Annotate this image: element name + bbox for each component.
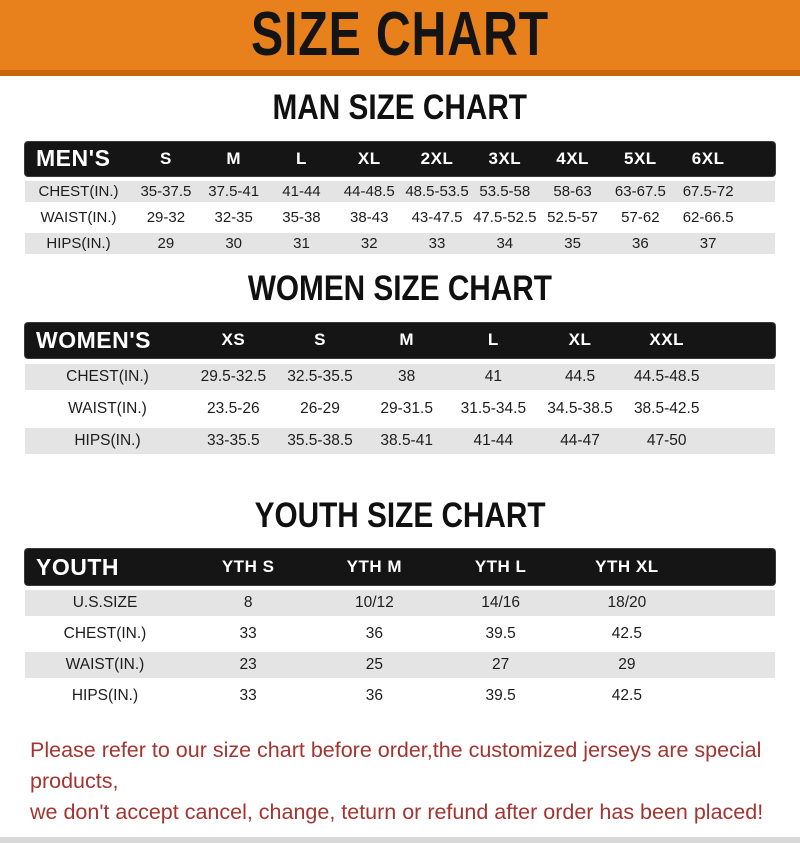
table-row	[25, 207, 775, 228]
table-row	[25, 621, 775, 647]
man-size-section	[0, 76, 800, 254]
cell-value: 14/16	[481, 594, 521, 612]
cell-value: 37.5-41	[208, 182, 260, 200]
cell-value: 44.5	[564, 367, 596, 385]
column-header: 6XL	[691, 148, 725, 168]
column-header: L	[487, 330, 499, 349]
cell-value: 32-35	[214, 208, 253, 226]
cell-value: 41	[484, 367, 502, 385]
table-header-row	[25, 323, 775, 358]
column-header: 3XL	[488, 148, 522, 168]
cell-value: 37	[699, 234, 717, 252]
cell-value: 48.5-53.5	[405, 182, 469, 200]
table-corner-label: YOUTH	[36, 553, 119, 580]
row-label: CHEST(IN.)	[63, 625, 147, 643]
bottom-edge-strip	[0, 837, 800, 843]
column-header: XS	[221, 330, 246, 349]
column-header: M	[226, 148, 241, 168]
cell-value: 42.5	[611, 687, 642, 705]
cell-value: 36	[365, 687, 383, 705]
cell-value: 26-29	[300, 399, 340, 417]
table-header-row	[25, 142, 775, 176]
column-header: S	[314, 330, 326, 349]
column-header: XL	[357, 148, 381, 168]
cell-value: 35-37.5	[140, 182, 192, 200]
column-header: 5XL	[624, 148, 657, 168]
cell-value: 29	[157, 234, 175, 252]
table-row	[25, 233, 775, 254]
table-corner-label: MEN'S	[36, 145, 111, 172]
column-header: 2XL	[420, 148, 454, 168]
women-size-heading-text: WOMEN SIZE CHART	[247, 268, 553, 308]
row-label: CHEST(IN.)	[66, 367, 149, 385]
cell-value: 27	[492, 656, 510, 674]
cell-value: 38-43	[350, 208, 389, 226]
size-chart-banner	[0, 0, 800, 76]
cell-value: 30	[225, 234, 243, 252]
man-size-heading	[0, 76, 800, 142]
women-size-table	[25, 323, 775, 454]
column-header: 4XL	[556, 148, 589, 168]
youth-size-heading	[0, 454, 800, 550]
cell-value: 36	[365, 625, 383, 643]
youth-size-heading-text: YOUTH SIZE CHART	[254, 495, 546, 535]
cell-value: 34.5-38.5	[547, 399, 613, 417]
cell-value: 63-67.5	[614, 182, 666, 200]
cell-value: 31	[293, 234, 310, 252]
cell-value: 44.5-48.5	[633, 367, 700, 385]
table-corner-label: WOMEN'S	[36, 326, 152, 353]
table-row	[25, 590, 775, 616]
cell-value: 32.5-35.5	[287, 367, 353, 385]
table-row	[25, 652, 775, 678]
women-size-section	[0, 254, 800, 454]
cell-value: 36	[632, 234, 649, 252]
cell-value: 29.5-32.5	[200, 367, 267, 385]
cell-value: 33	[428, 234, 446, 252]
cell-value: 57-62	[621, 208, 660, 226]
cell-value: 38	[398, 367, 416, 385]
youth-size-table	[25, 549, 775, 709]
table-row	[25, 683, 775, 709]
cell-value: 38.5-41	[380, 431, 433, 449]
table-row	[25, 428, 775, 454]
policy-note	[30, 735, 800, 828]
cell-value: 23	[239, 656, 257, 674]
column-header: XXL	[649, 330, 684, 349]
row-label: WAIST(IN.)	[40, 208, 117, 226]
cell-value: 29-32	[146, 208, 186, 226]
cell-value: 41-44	[282, 182, 321, 200]
cell-value: 8	[243, 594, 253, 612]
row-label: WAIST(IN.)	[65, 656, 145, 674]
cell-value: 52.5-57	[547, 208, 599, 226]
cell-value: 32	[360, 234, 378, 252]
cell-value: 35	[564, 234, 581, 252]
row-label: HIPS(IN.)	[46, 234, 111, 252]
table-row	[25, 364, 775, 390]
cell-value: 47.5-52.5	[473, 208, 537, 226]
cell-value: 29	[618, 656, 636, 674]
cell-value: 25	[365, 656, 383, 674]
cell-value: 29-31.5	[380, 399, 433, 417]
row-label: HIPS(IN.)	[71, 687, 139, 705]
cell-value: 42.5	[611, 625, 642, 643]
cell-value: 58-63	[553, 182, 592, 200]
column-header: L	[296, 148, 307, 168]
cell-value: 33-35.5	[207, 431, 260, 449]
cell-value: 33	[239, 625, 257, 643]
table-header-row	[25, 549, 775, 585]
cell-value: 44-48.5	[343, 182, 395, 200]
row-label: HIPS(IN.)	[74, 431, 141, 449]
column-header: YTH L	[474, 557, 527, 577]
cell-value: 47-50	[646, 431, 687, 449]
table-row	[25, 396, 775, 422]
column-header: YTH XL	[595, 557, 659, 577]
row-label: CHEST(IN.)	[38, 182, 119, 200]
policy-note-line2: we don't accept cancel, change, teturn or refund after order has been placed!	[30, 800, 764, 825]
table-row	[25, 181, 775, 202]
cell-value: 18/20	[607, 594, 647, 612]
cell-value: 39.5	[485, 687, 516, 705]
cell-value: 33	[239, 687, 257, 705]
cell-value: 10/12	[354, 594, 394, 612]
cell-value: 34	[496, 234, 514, 252]
cell-value: 35-38	[282, 208, 321, 226]
column-header: XL	[568, 330, 592, 349]
cell-value: 53.5-58	[479, 182, 531, 200]
cell-value: 39.5	[485, 625, 516, 643]
banner-title: SIZE CHART	[251, 0, 549, 69]
cell-value: 38.5-42.5	[633, 399, 700, 417]
cell-value: 23.5-26	[207, 399, 260, 417]
cell-value: 43-47.5	[411, 208, 463, 226]
cell-value: 62-66.5	[682, 208, 734, 226]
column-header: M	[399, 330, 415, 349]
cell-value: 41-44	[473, 431, 514, 449]
man-size-heading-text: MAN SIZE CHART	[272, 88, 528, 127]
women-size-heading	[0, 254, 800, 323]
cell-value: 35.5-38.5	[287, 431, 353, 449]
youth-size-section	[0, 454, 800, 710]
cell-value: 31.5-34.5	[460, 399, 527, 417]
column-header: S	[159, 148, 172, 168]
row-label: U.S.SIZE	[72, 594, 138, 612]
cell-value: 44-47	[560, 431, 600, 449]
men-size-table	[25, 142, 775, 254]
column-header: YTH M	[346, 557, 403, 577]
row-label: WAIST(IN.)	[68, 399, 147, 417]
policy-note-line1: Please refer to our size chart before order,the customized jerseys are special products,	[30, 738, 762, 794]
cell-value: 67.5-72	[682, 182, 734, 200]
column-header: YTH S	[221, 557, 275, 577]
